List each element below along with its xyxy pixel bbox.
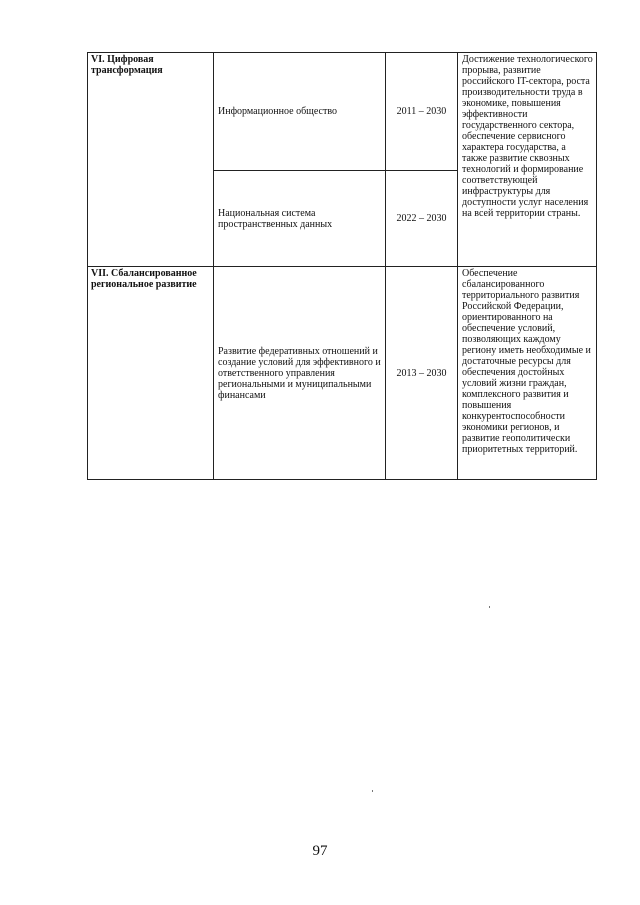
- program-period: 2013 – 2030: [396, 367, 447, 379]
- program-period-cell: [386, 267, 458, 480]
- program-period-cell: [386, 171, 458, 267]
- program-table-container: [87, 52, 596, 480]
- program-name-cell: [214, 267, 386, 480]
- section-goal: Обеспечение сбалансированного территориального развития Российской Федерации, ориентированного на обеспечение условий, позволяющих каждому региону иметь необходимые и достаточные ресурсы для обеспечения достойных условий жизни граждан, комплексного развития и повышения конкурентоспособности экономики регионов, и развитие геополитически приоритетных территорий.: [462, 268, 591, 455]
- section-title: VII. Сбалансированное региональное развитие: [91, 268, 197, 290]
- program-name-cell: [214, 53, 386, 171]
- program-name: Развитие федеративных отношений и создание условий для эффективного и ответственного управления региональными и муниципальными финансами: [218, 345, 381, 401]
- program-period: 2011 – 2030: [396, 106, 447, 117]
- section-title: VI. Цифровая трансформация: [91, 54, 163, 76]
- section-goal-cell: [458, 53, 597, 267]
- page-number: 97: [312, 843, 328, 859]
- program-period: 2022 – 2030: [396, 213, 447, 224]
- table-row: [88, 267, 597, 480]
- program-name: Информационное общество: [218, 106, 338, 117]
- program-period-cell: [386, 53, 458, 171]
- state-programs-table: [87, 52, 597, 480]
- table-row: [88, 53, 597, 171]
- section-goal: Достижение технологического прорыва, развитие российского IT-сектора, роста производительности труда в экономике, повышения эффективности государственного сектора, обеспечение сервисного характера государства, а также развитие сквозных технологий и формирование соответствующей инфраструктуры для доступности услуг населения на всей территории страны.: [462, 54, 593, 219]
- scan-speck: [372, 790, 373, 792]
- scan-speck: [489, 606, 490, 608]
- section-title-cell: [88, 267, 214, 480]
- program-name-cell: [214, 171, 386, 267]
- section-goal-cell: [458, 267, 597, 480]
- program-name: Национальная система пространственных данных: [218, 207, 333, 230]
- section-title-cell: [88, 53, 214, 267]
